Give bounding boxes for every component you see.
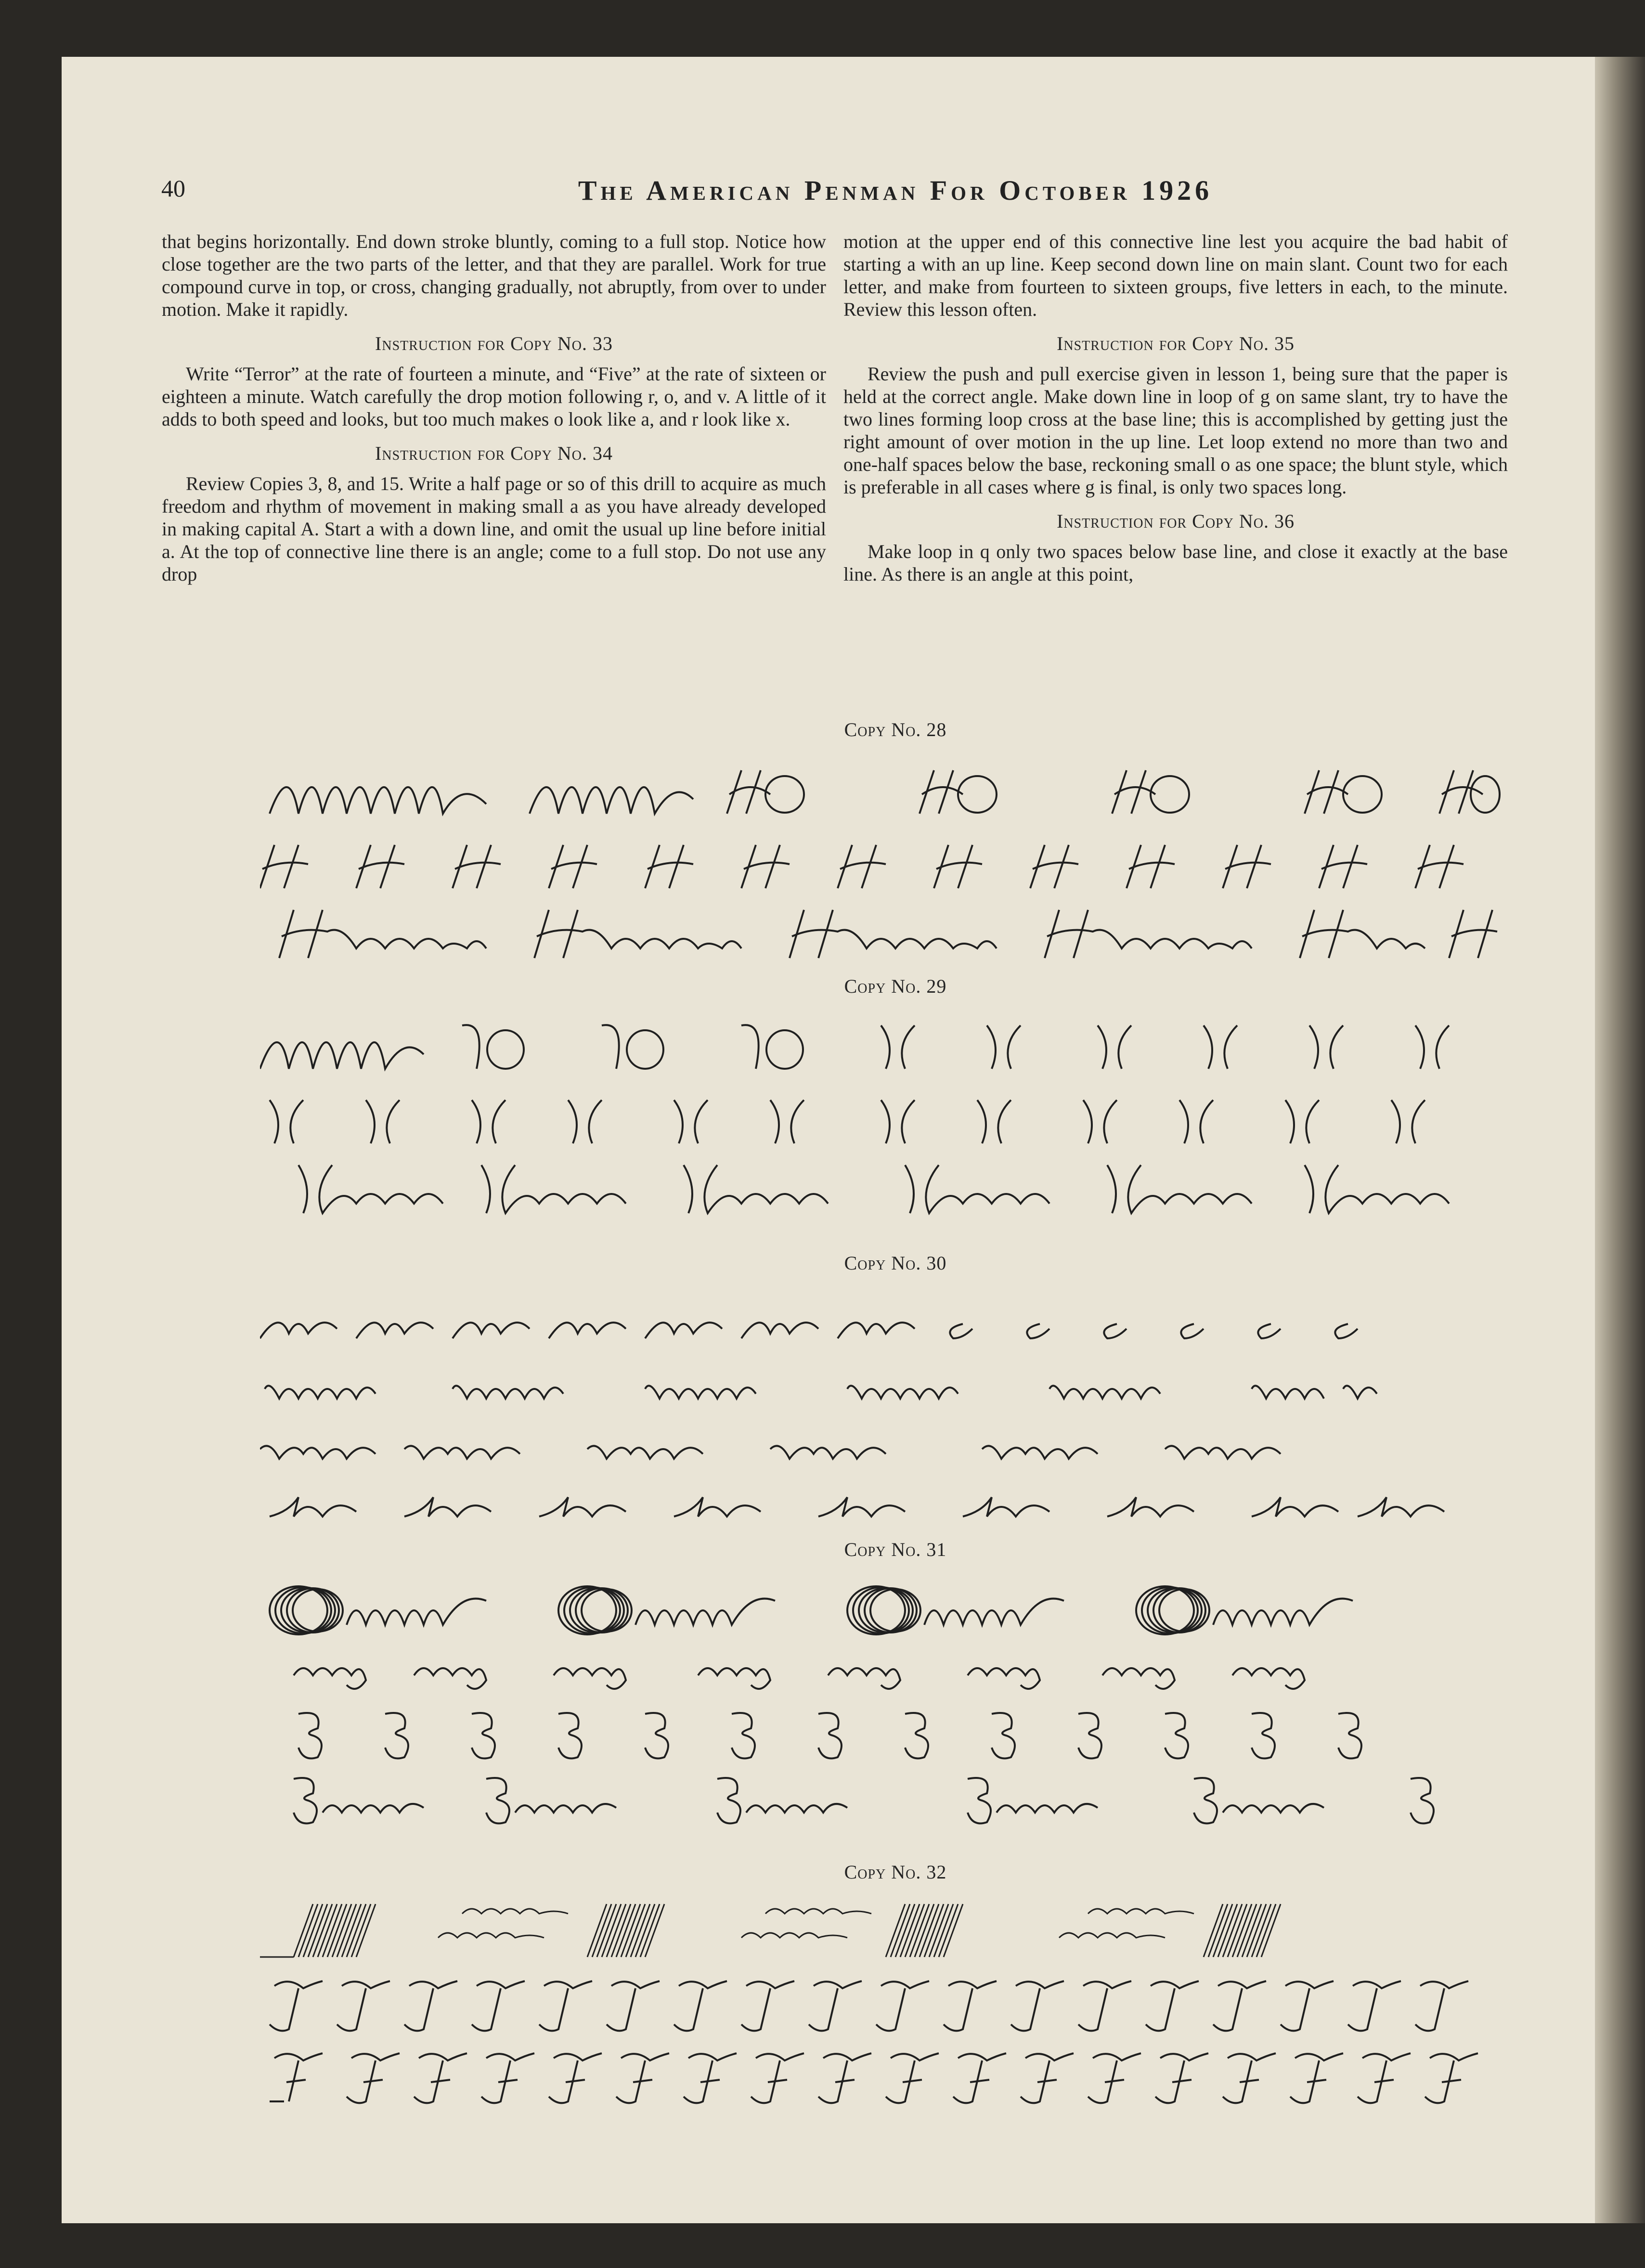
left-text-column [162,230,826,585]
page-number: 40 [161,175,185,202]
paragraph-copy-32-continuation: that begins horizontally. End down stroke bluntly, coming to a full stop. Notice how close together are the two parts of the letter, and that they are parallel. Work for true compound curve in top, or cross, changing gradually, not abruptly, from over to under motion. Make it rapidly. [162,231,826,320]
paragraph-instruction-34: Review Copies 3, 8, and 15. Write a half page or so of this drill to acquire as much freedom and rhythm of movement in making small a as you have already developed in making capital A. Start a with a down line, and omit the usual up line before initial a. At the top of connective line there is an angle; come to a full stop. Do not use any drop [162,473,826,585]
copy-32-script-row-2 [260,1967,1502,2044]
copy-28-script-row-2 [260,826,1502,903]
copy-32-heading: Copy No. 32 [844,1861,947,1883]
book-spine-shadow [1595,57,1645,2223]
heading-instruction-33: Instruction for Copy No. 33 [375,333,613,354]
copy-32-script-row-1 [260,1894,1502,1971]
copy-28-script-row-1 [260,751,1502,828]
paragraph-instruction-34-continuation: motion at the upper end of this connective line lest you acquire the bad habit of starting a with an up line. Keep second down line on main slant. Count two for each letter, and make from fourteen to sixteen groups, five letters in each, to the minute. Review this lesson often. [843,231,1508,320]
copy-29-script-row-1 [260,1006,1502,1083]
copy-31-heading: Copy No. 31 [844,1539,947,1560]
copy-28-heading: Copy No. 28 [844,719,947,740]
paragraph-instruction-35: Review the push and pull exercise given in lesson 1, being sure that the paper is held at the correct angle. Make down line in loop of g on same slant, try to have the two lines forming loop cross at the base line; this is accomplished by getting just the right amount of over motion in the up line. Let loop extend no more than two and one-half spaces below the base, reckoning small o as one space; the blunt style, which is preferable in all cases where g is final, is only two spaces long. [843,363,1508,498]
heading-instruction-34: Instruction for Copy No. 34 [375,442,613,464]
heading-instruction-36: Instruction for Copy No. 36 [1057,510,1295,532]
paragraph-instruction-33: Write “Terror” at the rate of fourteen a minute, and “Five” at the rate of sixteen or eighteen a minute. Watch carefully the drop motion following r, o, and v. A little of it adds to both speed and looks, but too much makes o look like a, and r look like x. [162,363,826,430]
copy-31-script-row-4 [260,1760,1502,1837]
right-text-column [843,230,1508,585]
copy-28-script-row-3 [260,895,1502,972]
copy-29-heading: Copy No. 29 [844,975,947,997]
copy-30-script-row-4 [260,1459,1502,1536]
copy-29-script-row-2 [260,1081,1502,1158]
copy-29-script-row-3 [260,1151,1502,1228]
paragraph-instruction-36: Make loop in q only two spaces below base line, and close it exactly at the base line. As there is an angle at this point, [843,541,1508,585]
heading-instruction-35: Instruction for Copy No. 35 [1057,333,1295,354]
running-title: The American Penman For October 1926 [578,175,1213,206]
copy-30-heading: Copy No. 30 [844,1252,947,1274]
copy-32-script-row-3 [260,2039,1502,2116]
oval-drill-group [270,1586,486,1634]
